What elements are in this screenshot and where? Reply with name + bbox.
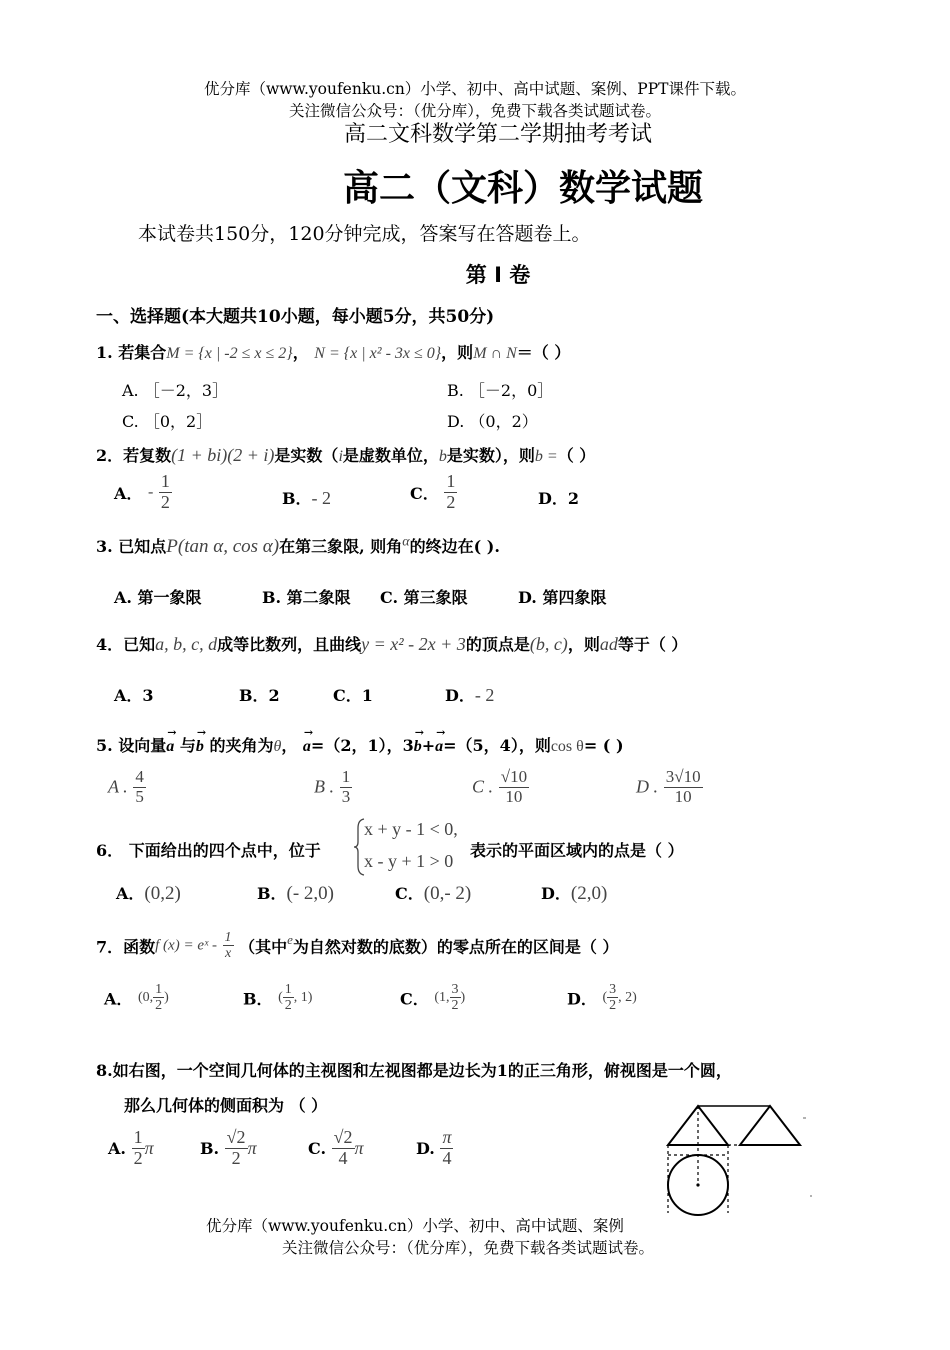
q8-option-b: B. $\frac{√2}{2}$ π — [200, 1127, 257, 1168]
q1-option-c: C. ［0，2］ — [122, 412, 213, 431]
q1-option-d: D. （0，2） — [447, 412, 538, 431]
q3-option-a: A. 第一象限 — [114, 588, 202, 607]
q2-option-d: D．2 — [538, 489, 580, 508]
question-3-stem: 3. 已知点P(tan α, cos α)在第三象限, 则角α的终边在( ). — [96, 534, 500, 557]
q6-option-d: D．(2,0) — [541, 883, 608, 904]
q3-option-c: C. 第三象限 — [380, 588, 468, 607]
q2-option-b: B．- 2 — [282, 488, 332, 508]
q2-option-c: C． $\frac{1}{2}$ — [410, 471, 456, 512]
q6-option-b: B．(- 2,0) — [257, 883, 335, 904]
question-8-line-2: 那么几何体的侧面积为 （ ） — [124, 1096, 328, 1115]
exam-intro: 本试卷共150分，120分钟完成，答案写在答题卷上。 — [138, 223, 591, 245]
q1-option-b: B. ［－2，0］ — [447, 381, 554, 400]
question-4-stem: 4．已知a, b, c, d成等比数列，且曲线y = x² - 2x + 3的顶点是(b, c)，则ad等于（ ） — [96, 634, 688, 654]
q5-option-a: A . $\frac{4}{5}$ — [108, 767, 144, 806]
q2-option-a: A． - $\frac{1}{2}$ — [114, 471, 170, 512]
q4-option-b: B．2 — [239, 686, 280, 705]
q4-option-a: A．3 — [114, 686, 154, 705]
q5-option-b: B . $\frac{1}{3}$ — [314, 767, 351, 806]
q4-option-c: C．1 — [333, 686, 373, 705]
q6-option-c: C．(0,- 2) — [395, 883, 472, 904]
q3-option-b: B. 第二象限 — [262, 588, 351, 607]
section-heading: 一、选择题(本大题共10小题，每小题5分，共50分) — [96, 307, 495, 327]
header-line-2: 关注微信公众号：（优分库），免费下载各类试题试卷。 — [288, 102, 661, 120]
q4-option-d: D．- 2 — [445, 685, 495, 705]
q8-option-c: C. $\frac{√2}{4}$ π — [308, 1127, 364, 1168]
side-view-triangle — [740, 1106, 800, 1145]
system-line-2: x - y + 1 > 0 — [364, 851, 454, 871]
q7-option-c: C． (1, $\frac{3}{2}$ ) — [400, 982, 466, 1014]
question-5-stem: 5. 设向量 → a 与 → b 的夹角为θ， → a=（2，1），3 → b+ → a=（5，4），则cos θ= ( ) — [96, 726, 624, 755]
q7-option-a: A． (0, $\frac{1}{2}$ ) — [104, 982, 169, 1014]
question-7-stem: 7．函数f (x) = eˣ - $\frac{1}{x}$ （其中$^e$为自然对数的底数）的零点所在的区间是（ ） — [96, 930, 619, 962]
question-6-stem-b: 表示的平面区域内的点是（ ） — [470, 841, 684, 860]
q8-option-a: A. $\frac{1}{2}$ π — [108, 1127, 154, 1168]
footer-line-1: 优分库（www.youfenku.cn）小学、初中、高中试题、案例 — [206, 1217, 624, 1235]
three-view-figure — [660, 1098, 820, 1218]
q5-option-d: D . $\frac{3√10}{10}$ — [636, 767, 701, 806]
exam-subtitle: 高二文科数学第二学期抽考考试 — [343, 122, 652, 147]
system-line-1: x + y - 1 < 0, — [364, 819, 458, 839]
q8-option-d: D. $\frac{\pi}{4}$ — [416, 1127, 452, 1168]
question-2-stem: 2．若复数(1 + bi)(2 + i)是实数（i是虚数单位，b是实数），则b =（ ） — [96, 445, 596, 465]
exam-title: 高二（文科）数学试题 — [342, 168, 703, 209]
q7-option-d: D． ( $\frac{3}{2}$ , 2) — [567, 982, 637, 1014]
question-6-stem-a: 6． 下面给出的四个点中，位于 — [96, 841, 321, 860]
q6-option-a: A．(0,2) — [116, 883, 181, 904]
question-1-stem: 1. 若集合M = {x | -2 ≤ x ≤ 2}， N = {x | x² - 3x ≤ 0}，则M ∩ N＝（ ） — [96, 343, 571, 362]
footer-line-2: 关注微信公众号：（优分库），免费下载各类试题试卷。 — [282, 1239, 655, 1257]
question-8-line-1: 8.如右图，一个空间几何体的主视图和左视图都是边长为1的正三角形，俯视图是一个圆， — [96, 1061, 732, 1080]
q5-option-c: C . $\frac{√10}{10}$ — [472, 767, 528, 806]
q3-option-d: D. 第四象限 — [518, 588, 607, 607]
q7-option-b: B． ( $\frac{1}{2}$ , 1) — [243, 982, 313, 1014]
volume-label: 第 Ⅰ 卷 — [465, 263, 531, 287]
header-line-1: 优分库（www.youfenku.cn）小学、初中、高中试题、案例、PPT课件下载。 — [203, 80, 747, 98]
q1-option-a: A. ［－2，3］ — [122, 381, 229, 400]
